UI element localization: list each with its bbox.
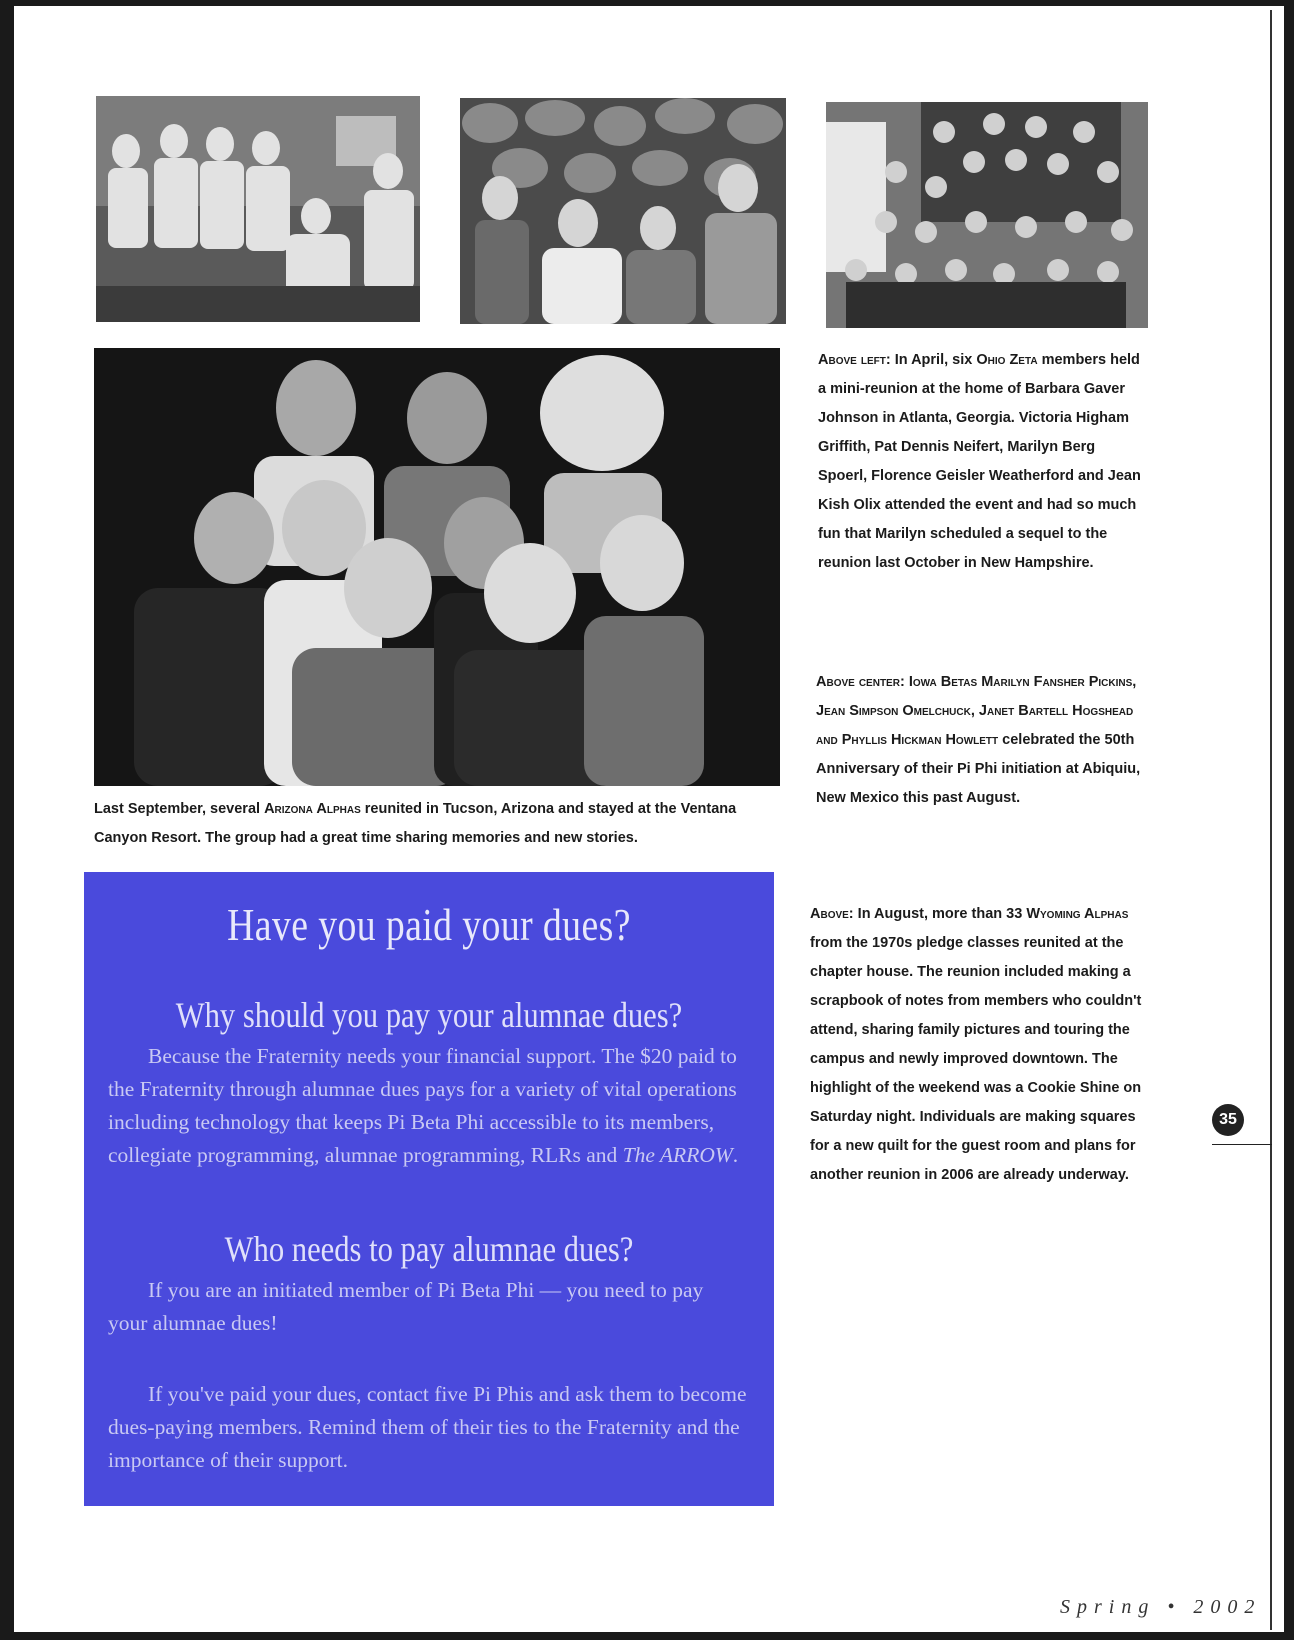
promo-question-why: Why should you pay your alumnae dues? (175, 995, 683, 1035)
above-label: Above: (810, 906, 854, 922)
promo-question-who: Who needs to pay alumnae dues? (224, 1229, 634, 1269)
ohio-zeta-reunion-photo (96, 96, 420, 322)
arizona-alphas-name: Arizona Alphas (264, 801, 361, 817)
page-number: 35 (1212, 1104, 1244, 1136)
page-edge-line (1270, 10, 1272, 1630)
arizona-alphas-caption: Last September, several Arizona Alphas reunited in Tucson, Arizona and stayed at the Ventana Canyon Resort. The group had a great time sharing memories and new stories. (94, 801, 737, 846)
iowa-betas-names: Iowa Betas Marilyn Fansher Pickins, Jean Simpson Omelchuck, Janet Bartell Hogshead and Phyllis Hickman Howlett (816, 674, 1137, 748)
above-left-caption: Above left: In April, six Ohio Zeta members held a mini-reunion at the home of Barbara Gaver Johnson in Atlanta, Georgia. Victoria Higham Griffith, Pat Dennis Neifert, Marilyn Berg Spoerl, Florence Geisler Weatherford and Jean Kish Olix attended the event and had so much fun that Marilyn scheduled a sequel to the reunion last October in New Hampshire. (818, 352, 1141, 571)
wyoming-alphas-photo (826, 102, 1148, 328)
promo-call-to-action: If you've paid your dues, contact five Pi Phis and ask them to become dues-paying members. Remind them of their ties to the Fraternity and the importance of their support. (108, 1382, 747, 1472)
promo-answer-who: If you are an initiated member of Pi Beta Phi — you need to pay your alumnae dues! (108, 1278, 704, 1335)
ohio-zeta-name: Ohio Zeta (976, 352, 1038, 368)
above-caption: Above: In August, more than 33 Wyoming Alphas from the 1970s pledge classes reunited at the chapter house. The reunion included making a scrapbook of notes from members who couldn't attend, sharing family pictures and touring the campus and newly improved downtown. The highlight of the weekend was a Cookie Shine on Saturday night. Individuals are making squares for a new quilt for the guest room and plans for another reunion in 2006 are already underway. (810, 906, 1142, 1183)
page-number-rule (1212, 1144, 1272, 1145)
arizona-alphas-photo (94, 348, 780, 786)
wyoming-alphas-name: Wyoming Alphas (1026, 906, 1129, 922)
above-left-label: Above left: (818, 352, 891, 368)
promo-answer-why: Because the Fraternity needs your financial support. The $20 paid to the Fraternity through alumnae dues pays for a variety of vital operations including technology that keeps Pi Beta Phi accessible to its members, collegiate programming, alumnae programming, RLRs and The ARROW. (108, 1044, 739, 1167)
dues-promo-box (84, 872, 774, 1506)
arrow-title: The ARROW (622, 1143, 733, 1167)
above-center-caption: Above center: Iowa Betas Marilyn Fansher Pickins, Jean Simpson Omelchuck, Janet Bartell Hogshead and Phyllis Hickman Howlett celebrated the 50th Anniversary of their Pi Phi initiation at Abiquiu, New Mexico this past August. (816, 674, 1141, 806)
above-center-label: Above center: (816, 674, 905, 690)
iowa-betas-photo (460, 98, 786, 324)
issue-footer: Spring • 2002 (1060, 1596, 1262, 1618)
promo-title: Have you paid your dues? (227, 899, 631, 950)
